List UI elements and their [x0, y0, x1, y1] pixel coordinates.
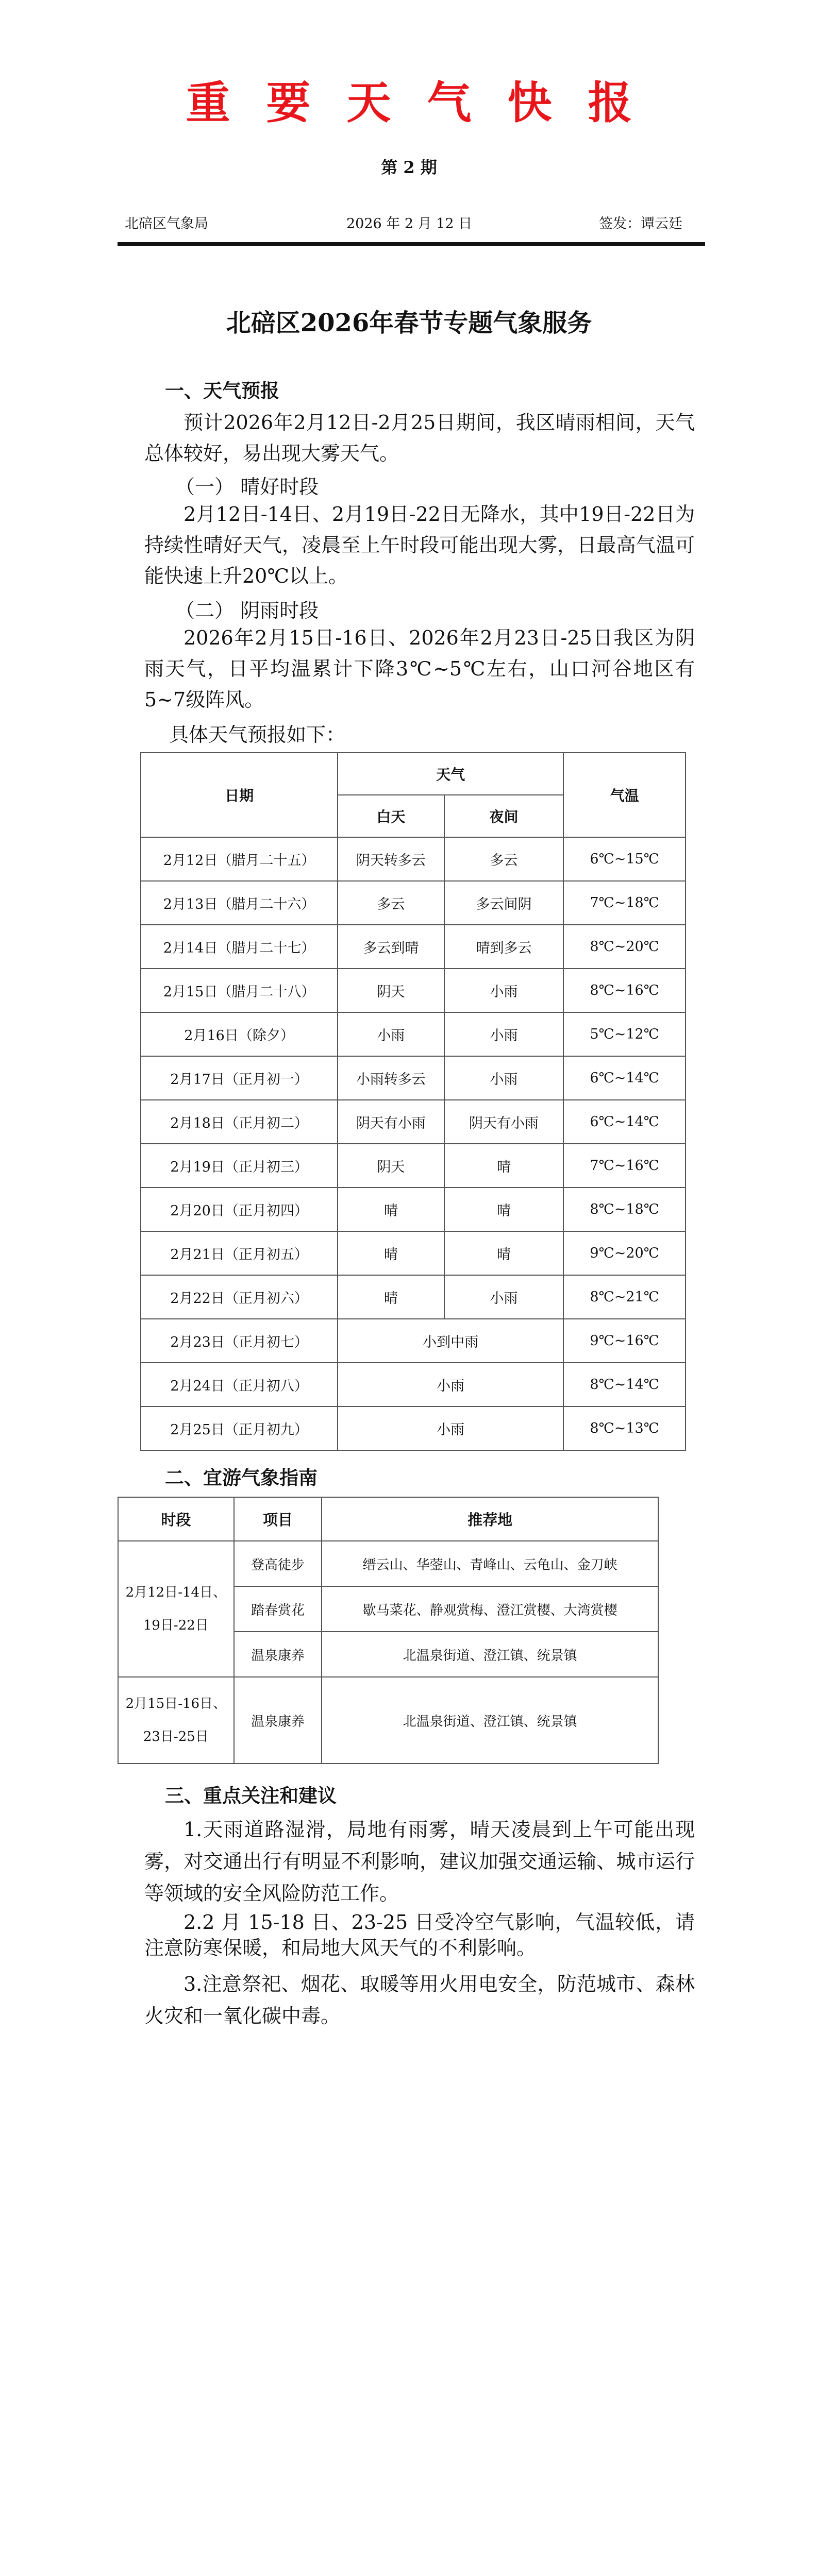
row-temp: 6℃~14℃: [563, 1056, 686, 1100]
row-date: 2月16日（除夕）: [141, 1012, 338, 1056]
row-night: 小雨: [444, 1275, 563, 1319]
header-date: 日期: [141, 753, 338, 837]
row-day: 多云到晴: [338, 925, 444, 969]
table-row: [118, 1541, 658, 1586]
table-row: [141, 1275, 686, 1319]
row-temp: 6℃~15℃: [563, 837, 686, 881]
table-row: [141, 1188, 686, 1231]
row-date: 2月17日（正月初一）: [141, 1056, 338, 1100]
weather-forecast-table: [140, 752, 686, 1451]
section-heading-forecast: 一、天气预报: [165, 380, 279, 402]
item-cell: 登高徒步: [234, 1541, 322, 1586]
table-row: [141, 881, 686, 925]
row-temp: 8℃~13℃: [563, 1406, 686, 1450]
section-heading-advice: 三、重点关注和建议: [165, 1785, 337, 1807]
advice-paragraph-1: 1.天雨道路湿滑，局地有雨雾，晴天凌晨到上午可能出现雾，对交通出行有明显不利影响，建议加强交通运输、城市运行等领域的安全风险防范工作。: [144, 1818, 695, 1905]
row-date: 2月19日（正月初三）: [141, 1144, 338, 1188]
place-cell: 北温泉街道、澄江镇、统景镇: [322, 1677, 658, 1764]
section-heading-travel: 二、宜游气象指南: [165, 1467, 318, 1489]
period-cell: 2月15日-16日、23日-25日: [118, 1677, 234, 1764]
table-row: [141, 1100, 686, 1144]
row-date: 2月14日（腊月二十七）: [141, 925, 338, 969]
row-date: 2月20日（正月初四）: [141, 1188, 338, 1231]
table-row: [141, 1056, 686, 1100]
row-night: 晴: [444, 1188, 563, 1231]
rain-period-paragraph: 2026年2月15日-16日、2026年2月23日-25日我区为阴雨天气，日平均温累计下降3℃~5℃左右，山口河谷地区有5~7级阵风。: [144, 626, 695, 711]
row-date: 2月15日（腊月二十八）: [141, 969, 338, 1012]
row-day: 阴天: [338, 969, 444, 1012]
signer: 签发：谭云廷: [599, 216, 682, 232]
table-row: [141, 1231, 686, 1275]
period-cell: 2月12日-14日、19日-22日: [118, 1541, 234, 1677]
row-day: 阴天转多云: [338, 837, 444, 881]
row-night: 多云: [444, 837, 563, 881]
row-temp: 7℃~16℃: [563, 1144, 686, 1188]
header-daytime: 白天: [338, 795, 444, 837]
row-day: 阴天: [338, 1144, 444, 1188]
row-night: 阴天有小雨: [444, 1100, 563, 1144]
subheading-rain-period: （二） 阴雨时段: [175, 599, 319, 622]
row-date: 2月21日（正月初五）: [141, 1231, 338, 1275]
table-row: [141, 1406, 686, 1450]
header-divider: [118, 242, 705, 246]
row-date: 2月25日（正月初九）: [141, 1406, 338, 1450]
row-day: 小雨: [338, 1012, 444, 1056]
row-temp: 7℃~18℃: [563, 881, 686, 925]
row-temp: 8℃~20℃: [563, 925, 686, 969]
travel-guide-table: [118, 1497, 659, 1764]
row-day: 晴: [338, 1231, 444, 1275]
row-weather: 小雨: [338, 1363, 563, 1406]
issue-date: 2026 年 2 月 12 日: [346, 216, 473, 232]
place-cell: 歇马菜花、静观赏梅、澄江赏樱、大湾赏樱: [322, 1586, 658, 1632]
row-day: 晴: [338, 1275, 444, 1319]
header-period: 时段: [118, 1497, 234, 1541]
table-row: [141, 1012, 686, 1056]
row-temp: 8℃~14℃: [563, 1363, 686, 1406]
row-day: 晴: [338, 1188, 444, 1231]
row-date: 2月24日（正月初八）: [141, 1363, 338, 1406]
row-weather: 小到中雨: [338, 1319, 563, 1363]
row-temp: 6℃~14℃: [563, 1100, 686, 1144]
row-night: 晴: [444, 1144, 563, 1188]
document-title: 北碚区2026年春节专题气象服务: [226, 309, 592, 337]
item-cell: 踏春赏花: [234, 1586, 322, 1632]
forecast-intro: 具体天气预报如下：: [169, 723, 346, 746]
advice-paragraph-2: 2.2 月 15-18 日、23-25 日受冷空气影响，气温较低，请注意防寒保暖，和局地大风天气的不利影响。: [144, 1911, 695, 1959]
table-row: [141, 925, 686, 969]
place-cell: 北温泉街道、澄江镇、统景镇: [322, 1632, 658, 1677]
row-temp: 9℃~16℃: [563, 1319, 686, 1363]
row-day: 多云: [338, 881, 444, 925]
header-place: 推荐地: [322, 1497, 658, 1541]
header-weather: 天气: [338, 753, 563, 795]
row-temp: 8℃~21℃: [563, 1275, 686, 1319]
row-weather: 小雨: [338, 1406, 563, 1450]
table-row: [141, 1319, 686, 1363]
header-nighttime: 夜间: [444, 795, 563, 837]
row-temp: 9℃~20℃: [563, 1231, 686, 1275]
row-date: 2月13日（腊月二十六）: [141, 881, 338, 925]
fair-period-paragraph: 2月12日-14日、2月19日-22日无降水，其中19日-22日为持续性晴好天气，凌晨至上午时段可能出现大雾，日最高气温可能快速上升20℃以上。: [144, 503, 695, 587]
header-item: 项目: [234, 1497, 322, 1541]
row-day: 小雨转多云: [338, 1056, 444, 1100]
masthead-title: 重要天气快报: [186, 77, 669, 129]
row-night: 小雨: [444, 1012, 563, 1056]
row-date: 2月18日（正月初二）: [141, 1100, 338, 1144]
row-night: 小雨: [444, 969, 563, 1012]
header-temperature: 气温: [563, 753, 686, 837]
row-date: 2月22日（正月初六）: [141, 1275, 338, 1319]
table-row: [141, 837, 686, 881]
row-date: 2月23日（正月初七）: [141, 1319, 338, 1363]
table-row: [141, 969, 686, 1012]
advice-paragraph-3: 3.注意祭祀、烟花、取暖等用火用电安全，防范城市、森林火灾和一氧化碳中毒。: [144, 1973, 695, 2027]
table-row: [141, 1363, 686, 1406]
row-date: 2月12日（腊月二十五）: [141, 837, 338, 881]
row-night: 多云间阴: [444, 881, 563, 925]
row-night: 晴到多云: [444, 925, 563, 969]
row-temp: 5℃~12℃: [563, 1012, 686, 1056]
forecast-paragraph: 预计2026年2月12日-2月25日期间，我区晴雨相间，天气总体较好，易出现大雾天气。: [144, 411, 695, 465]
row-night: 晴: [444, 1231, 563, 1275]
place-cell: 缙云山、华蓥山、青峰山、云龟山、金刀峡: [322, 1541, 658, 1586]
table-row: [141, 1144, 686, 1188]
subheading-fair-period: （一） 晴好时段: [175, 476, 319, 498]
row-temp: 8℃~16℃: [563, 969, 686, 1012]
issue-number: 第 2 期: [381, 158, 437, 177]
row-temp: 8℃~18℃: [563, 1188, 686, 1231]
table-row: [118, 1677, 658, 1764]
issuer: 北碚区气象局: [125, 216, 208, 232]
row-night: 小雨: [444, 1056, 563, 1100]
item-cell: 温泉康养: [234, 1632, 322, 1677]
row-day: 阴天有小雨: [338, 1100, 444, 1144]
item-cell: 温泉康养: [234, 1677, 322, 1764]
